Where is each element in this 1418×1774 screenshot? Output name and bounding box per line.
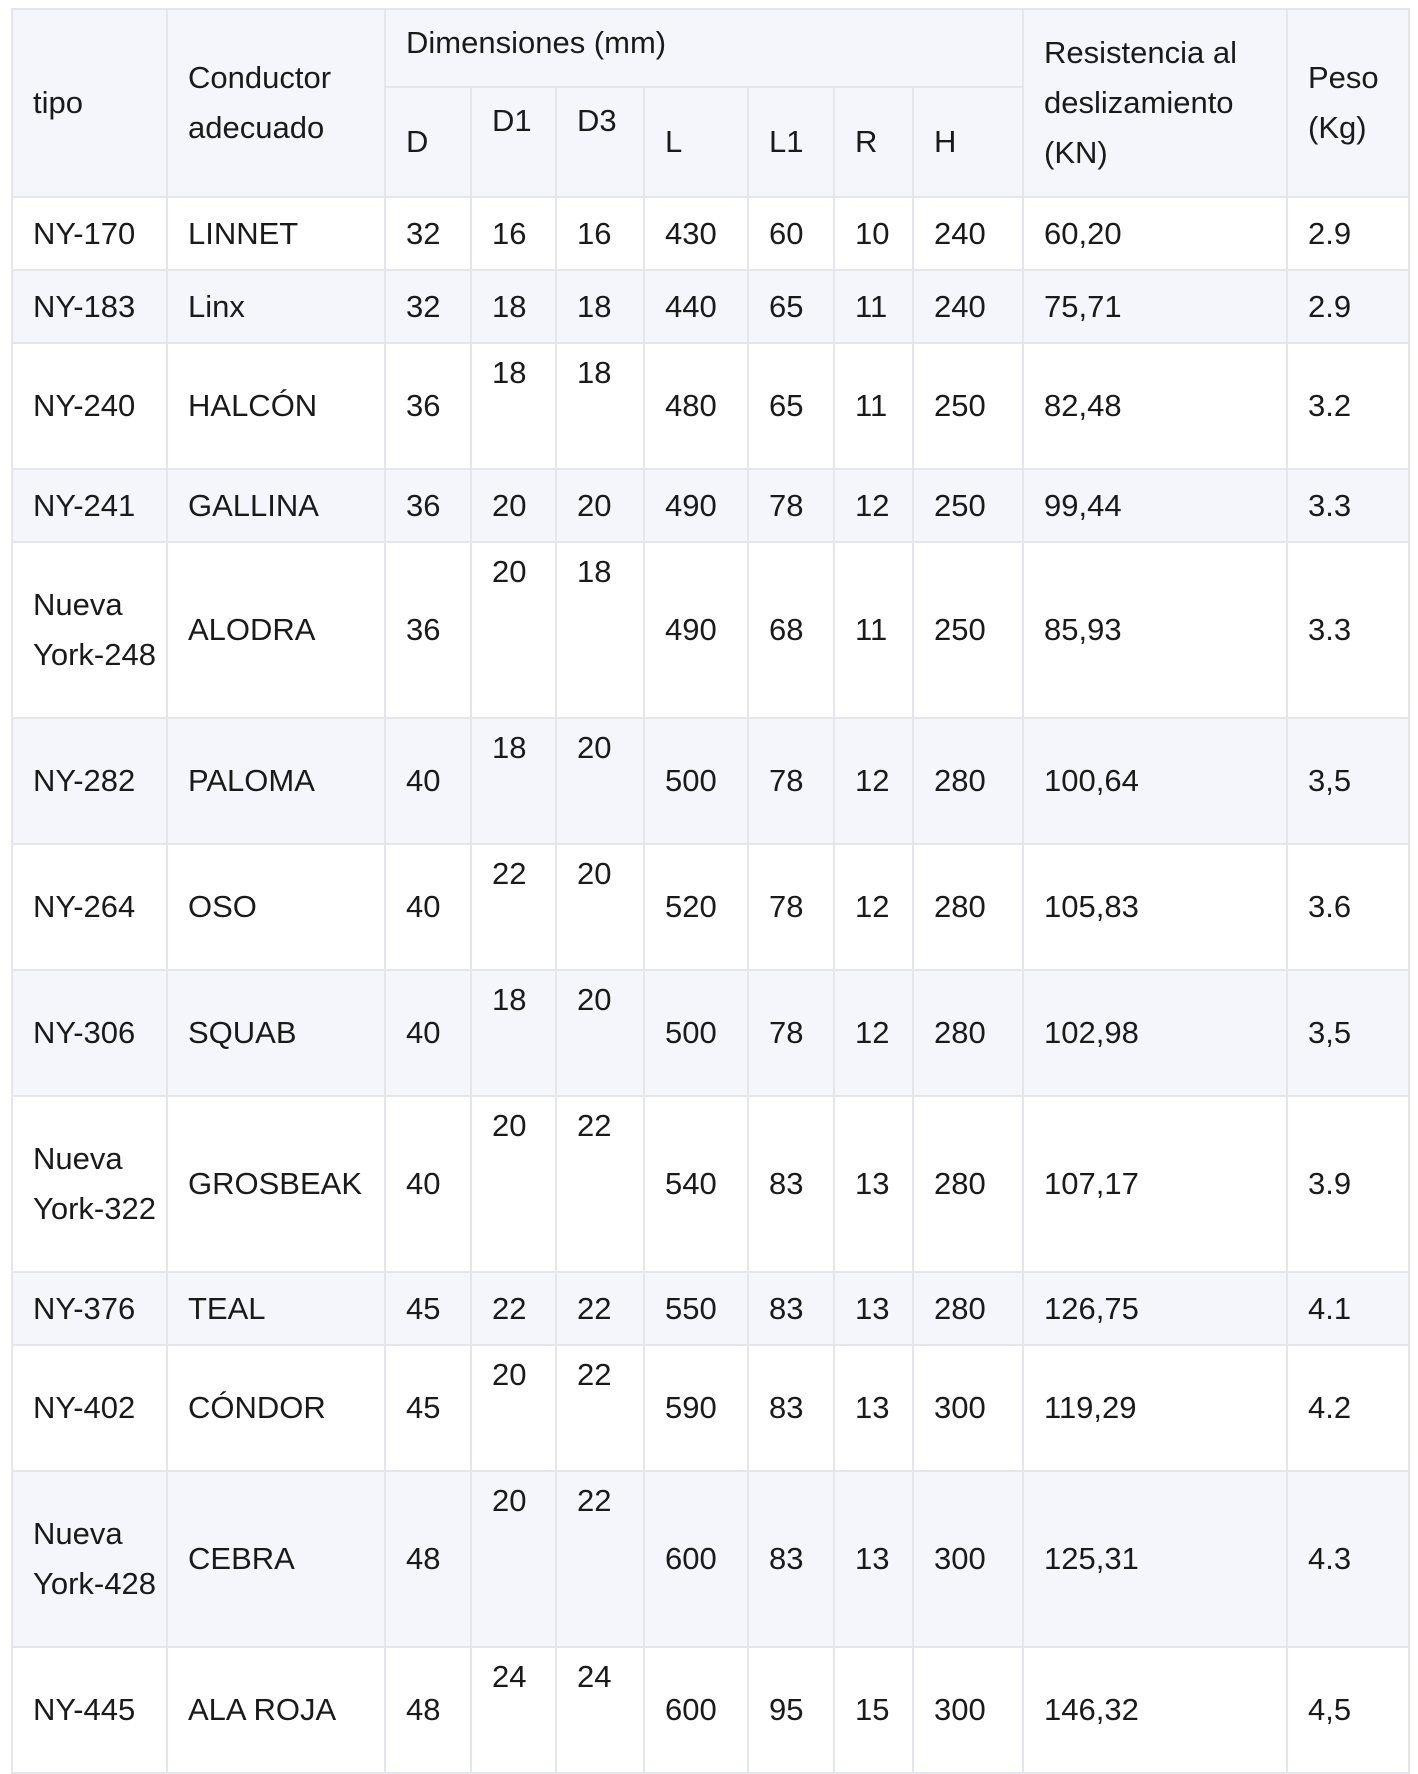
cell-d1: 20 bbox=[471, 1345, 556, 1471]
cell-resistencia: 99,44 bbox=[1023, 469, 1287, 542]
cell-l: 430 bbox=[644, 197, 748, 270]
cell-l1: 83 bbox=[748, 1096, 834, 1272]
cell-tipo: NY-306 bbox=[12, 970, 167, 1096]
cell-tipo: NY-402 bbox=[12, 1345, 167, 1471]
cell-h: 280 bbox=[913, 970, 1023, 1096]
cell-d1: 20 bbox=[471, 469, 556, 542]
header-peso: Peso (Kg) bbox=[1287, 9, 1409, 197]
cell-resistencia: 102,98 bbox=[1023, 970, 1287, 1096]
header-conductor: Conductor adecuado bbox=[167, 9, 385, 197]
cell-r: 12 bbox=[834, 970, 913, 1096]
cell-d3: 16 bbox=[556, 197, 644, 270]
cell-d3: 22 bbox=[556, 1096, 644, 1272]
cell-peso: 3.6 bbox=[1287, 844, 1409, 970]
table-row bbox=[12, 844, 1409, 970]
cell-l1: 65 bbox=[748, 343, 834, 469]
cell-conductor: OSO bbox=[167, 844, 385, 970]
cell-r: 11 bbox=[834, 270, 913, 343]
cell-resistencia: 82,48 bbox=[1023, 343, 1287, 469]
cell-l1: 83 bbox=[748, 1272, 834, 1345]
table-row bbox=[12, 270, 1409, 343]
cell-h: 300 bbox=[913, 1345, 1023, 1471]
cell-r: 12 bbox=[834, 844, 913, 970]
cell-l: 540 bbox=[644, 1096, 748, 1272]
table-row bbox=[12, 1096, 1409, 1272]
cell-d: 32 bbox=[385, 197, 471, 270]
cell-l1: 83 bbox=[748, 1471, 834, 1647]
cell-d: 48 bbox=[385, 1647, 471, 1773]
header-d3: D3 bbox=[556, 87, 644, 197]
cell-peso: 4.1 bbox=[1287, 1272, 1409, 1345]
cell-d: 36 bbox=[385, 542, 471, 718]
cell-h: 280 bbox=[913, 844, 1023, 970]
cell-l: 550 bbox=[644, 1272, 748, 1345]
header-l1: L1 bbox=[748, 87, 834, 197]
cell-l1: 78 bbox=[748, 970, 834, 1096]
cell-conductor: GALLINA bbox=[167, 469, 385, 542]
cell-l: 500 bbox=[644, 970, 748, 1096]
cell-peso: 4.2 bbox=[1287, 1345, 1409, 1471]
cell-l: 590 bbox=[644, 1345, 748, 1471]
cell-peso: 3,5 bbox=[1287, 718, 1409, 844]
cell-peso: 3,5 bbox=[1287, 970, 1409, 1096]
cell-d: 36 bbox=[385, 343, 471, 469]
cell-resistencia: 126,75 bbox=[1023, 1272, 1287, 1345]
cell-peso: 3.3 bbox=[1287, 469, 1409, 542]
cell-resistencia: 107,17 bbox=[1023, 1096, 1287, 1272]
cell-l1: 68 bbox=[748, 542, 834, 718]
cell-peso: 4,5 bbox=[1287, 1647, 1409, 1773]
table-row bbox=[12, 970, 1409, 1096]
cell-d: 45 bbox=[385, 1345, 471, 1471]
cell-h: 300 bbox=[913, 1647, 1023, 1773]
cell-conductor: TEAL bbox=[167, 1272, 385, 1345]
cell-conductor: CÓNDOR bbox=[167, 1345, 385, 1471]
cell-d3: 20 bbox=[556, 718, 644, 844]
specs-table bbox=[11, 8, 1410, 1774]
cell-d1: 20 bbox=[471, 542, 556, 718]
cell-peso: 3.2 bbox=[1287, 343, 1409, 469]
cell-l: 480 bbox=[644, 343, 748, 469]
cell-h: 250 bbox=[913, 469, 1023, 542]
cell-d: 40 bbox=[385, 844, 471, 970]
cell-h: 250 bbox=[913, 542, 1023, 718]
cell-r: 11 bbox=[834, 542, 913, 718]
cell-d1: 24 bbox=[471, 1647, 556, 1773]
cell-d1: 18 bbox=[471, 970, 556, 1096]
cell-r: 13 bbox=[834, 1096, 913, 1272]
cell-h: 280 bbox=[913, 1096, 1023, 1272]
table-row bbox=[12, 1471, 1409, 1647]
cell-l1: 78 bbox=[748, 469, 834, 542]
cell-d3: 18 bbox=[556, 270, 644, 343]
table-row bbox=[12, 197, 1409, 270]
cell-l: 440 bbox=[644, 270, 748, 343]
cell-h: 240 bbox=[913, 270, 1023, 343]
cell-tipo: NY-241 bbox=[12, 469, 167, 542]
cell-resistencia: 105,83 bbox=[1023, 844, 1287, 970]
cell-peso: 2.9 bbox=[1287, 270, 1409, 343]
cell-tipo: Nueva York-322 bbox=[12, 1096, 167, 1272]
cell-l: 490 bbox=[644, 469, 748, 542]
table-row bbox=[12, 1272, 1409, 1345]
cell-tipo: NY-183 bbox=[12, 270, 167, 343]
cell-conductor: PALOMA bbox=[167, 718, 385, 844]
cell-tipo: NY-376 bbox=[12, 1272, 167, 1345]
cell-l: 500 bbox=[644, 718, 748, 844]
table-row bbox=[12, 542, 1409, 718]
cell-h: 280 bbox=[913, 1272, 1023, 1345]
cell-conductor: ALA ROJA bbox=[167, 1647, 385, 1773]
cell-d1: 18 bbox=[471, 718, 556, 844]
header-resistencia: Resistencia al deslizamiento (KN) bbox=[1023, 9, 1287, 197]
cell-d3: 18 bbox=[556, 343, 644, 469]
cell-resistencia: 146,32 bbox=[1023, 1647, 1287, 1773]
cell-resistencia: 60,20 bbox=[1023, 197, 1287, 270]
cell-l: 600 bbox=[644, 1647, 748, 1773]
cell-d3: 24 bbox=[556, 1647, 644, 1773]
cell-tipo: NY-282 bbox=[12, 718, 167, 844]
cell-d1: 20 bbox=[471, 1471, 556, 1647]
cell-d3: 20 bbox=[556, 970, 644, 1096]
table-row bbox=[12, 469, 1409, 542]
cell-peso: 3.9 bbox=[1287, 1096, 1409, 1272]
cell-l1: 83 bbox=[748, 1345, 834, 1471]
cell-d3: 22 bbox=[556, 1272, 644, 1345]
cell-d: 32 bbox=[385, 270, 471, 343]
cell-r: 12 bbox=[834, 718, 913, 844]
cell-tipo: NY-264 bbox=[12, 844, 167, 970]
cell-peso: 4.3 bbox=[1287, 1471, 1409, 1647]
cell-resistencia: 100,64 bbox=[1023, 718, 1287, 844]
cell-r: 12 bbox=[834, 469, 913, 542]
cell-tipo: NY-240 bbox=[12, 343, 167, 469]
cell-d1: 22 bbox=[471, 844, 556, 970]
cell-tipo: NY-445 bbox=[12, 1647, 167, 1773]
header-l: L bbox=[644, 87, 748, 197]
cell-d: 40 bbox=[385, 718, 471, 844]
cell-r: 13 bbox=[834, 1272, 913, 1345]
cell-l1: 78 bbox=[748, 844, 834, 970]
table-row bbox=[12, 343, 1409, 469]
cell-conductor: Linx bbox=[167, 270, 385, 343]
cell-d3: 20 bbox=[556, 844, 644, 970]
cell-d: 36 bbox=[385, 469, 471, 542]
cell-resistencia: 85,93 bbox=[1023, 542, 1287, 718]
cell-d: 40 bbox=[385, 1096, 471, 1272]
cell-r: 11 bbox=[834, 343, 913, 469]
cell-r: 10 bbox=[834, 197, 913, 270]
cell-l: 520 bbox=[644, 844, 748, 970]
cell-l: 490 bbox=[644, 542, 748, 718]
cell-conductor: HALCÓN bbox=[167, 343, 385, 469]
cell-conductor: SQUAB bbox=[167, 970, 385, 1096]
cell-resistencia: 119,29 bbox=[1023, 1345, 1287, 1471]
cell-peso: 3.3 bbox=[1287, 542, 1409, 718]
cell-r: 13 bbox=[834, 1471, 913, 1647]
cell-d1: 20 bbox=[471, 1096, 556, 1272]
table-row bbox=[12, 1647, 1409, 1773]
cell-h: 280 bbox=[913, 718, 1023, 844]
header-h: H bbox=[913, 87, 1023, 197]
cell-l1: 78 bbox=[748, 718, 834, 844]
cell-tipo: Nueva York-428 bbox=[12, 1471, 167, 1647]
cell-resistencia: 75,71 bbox=[1023, 270, 1287, 343]
cell-peso: 2.9 bbox=[1287, 197, 1409, 270]
cell-d: 40 bbox=[385, 970, 471, 1096]
cell-l: 600 bbox=[644, 1471, 748, 1647]
cell-d3: 20 bbox=[556, 469, 644, 542]
cell-d1: 22 bbox=[471, 1272, 556, 1345]
cell-d1: 18 bbox=[471, 270, 556, 343]
cell-conductor: GROSBEAK bbox=[167, 1096, 385, 1272]
cell-l1: 60 bbox=[748, 197, 834, 270]
header-tipo: tipo bbox=[12, 9, 167, 197]
cell-r: 15 bbox=[834, 1647, 913, 1773]
header-dimensiones: Dimensiones (mm) bbox=[385, 9, 1023, 87]
cell-conductor: CEBRA bbox=[167, 1471, 385, 1647]
cell-d3: 22 bbox=[556, 1471, 644, 1647]
cell-d1: 18 bbox=[471, 343, 556, 469]
cell-d3: 22 bbox=[556, 1345, 644, 1471]
table-row bbox=[12, 718, 1409, 844]
cell-tipo: NY-170 bbox=[12, 197, 167, 270]
cell-resistencia: 125,31 bbox=[1023, 1471, 1287, 1647]
cell-conductor: ALODRA bbox=[167, 542, 385, 718]
header-r: R bbox=[834, 87, 913, 197]
cell-d: 48 bbox=[385, 1471, 471, 1647]
cell-h: 300 bbox=[913, 1471, 1023, 1647]
cell-d1: 16 bbox=[471, 197, 556, 270]
header-d1: D1 bbox=[471, 87, 556, 197]
header-d: D bbox=[385, 87, 471, 197]
cell-r: 13 bbox=[834, 1345, 913, 1471]
cell-h: 250 bbox=[913, 343, 1023, 469]
cell-conductor: LINNET bbox=[167, 197, 385, 270]
cell-d: 45 bbox=[385, 1272, 471, 1345]
cell-l1: 95 bbox=[748, 1647, 834, 1773]
cell-l1: 65 bbox=[748, 270, 834, 343]
table-row bbox=[12, 1345, 1409, 1471]
cell-tipo: Nueva York-248 bbox=[12, 542, 167, 718]
cell-h: 240 bbox=[913, 197, 1023, 270]
cell-d3: 18 bbox=[556, 542, 644, 718]
